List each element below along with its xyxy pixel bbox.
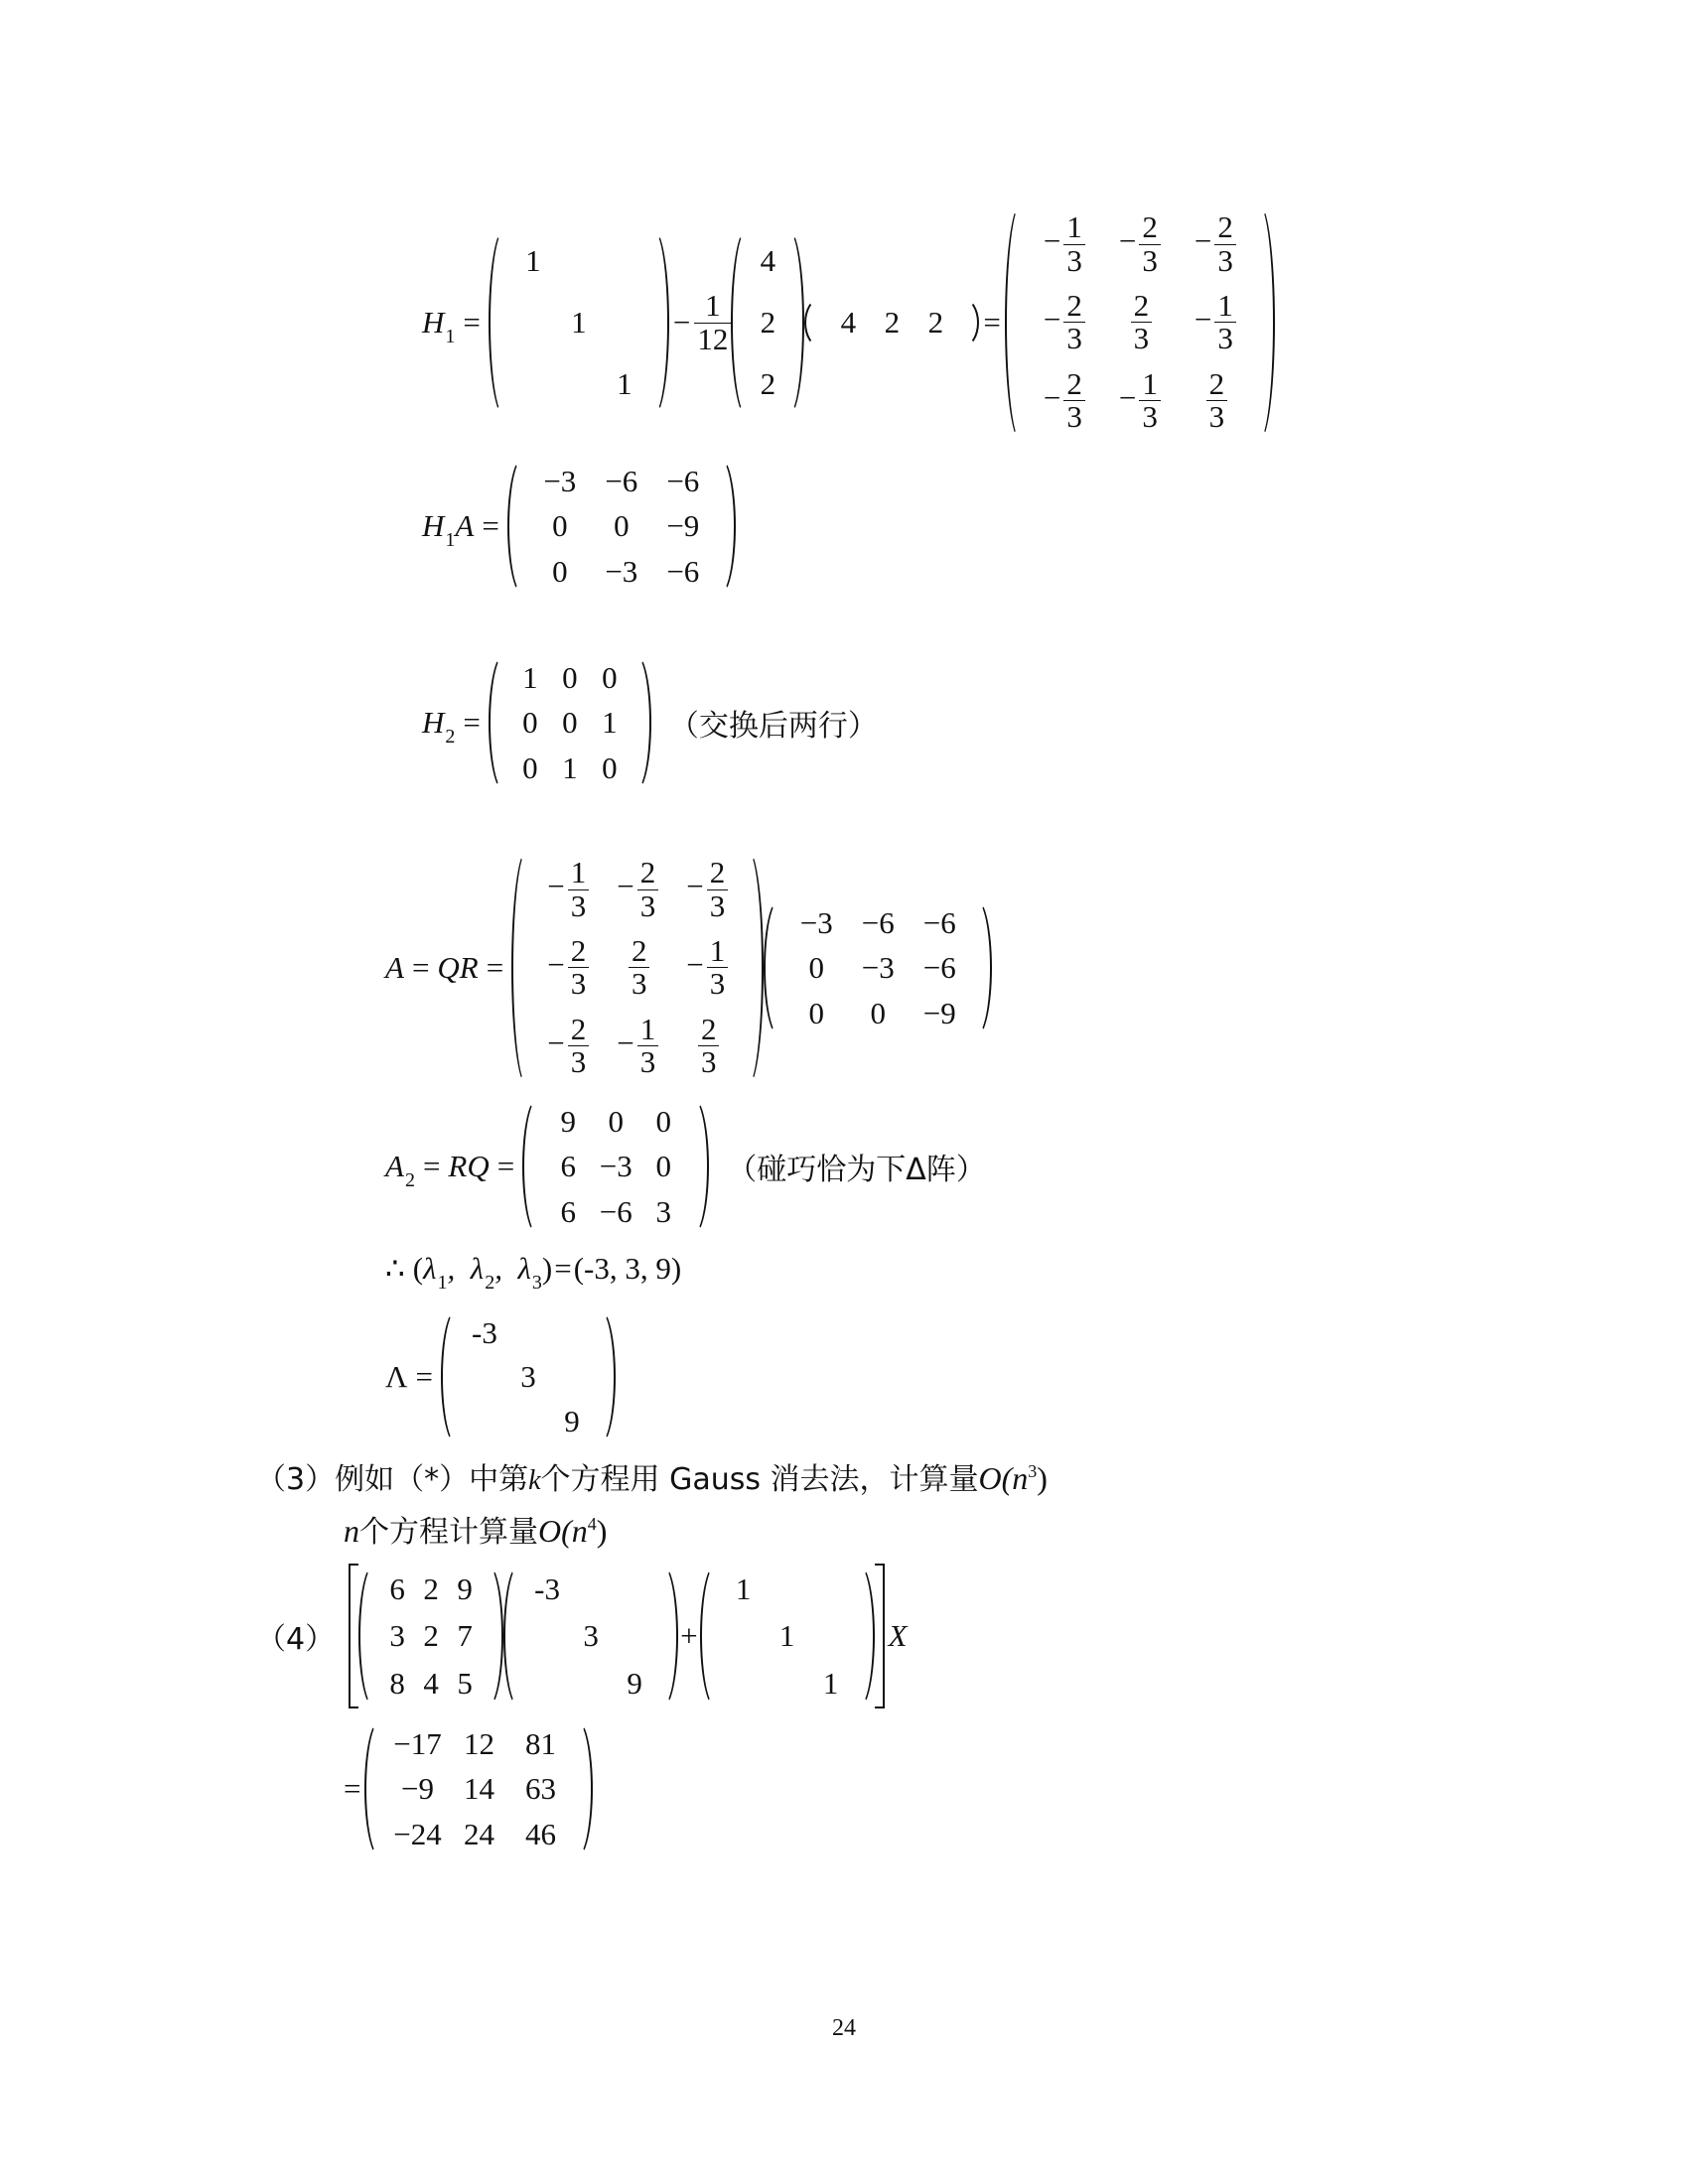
matrix-cell: $\frac{2}{3}$ (690, 1014, 724, 1079)
matrix-cell: 6 (560, 1193, 576, 1229)
matrix-cell: − $\frac{1}{3}$ (686, 935, 728, 1001)
identity-matrix (700, 1564, 875, 1708)
matrix-cell: 6 (389, 1570, 405, 1606)
matrix-cell: 0 (608, 1103, 624, 1139)
matrix-cell: − $\frac{2}{3}$ (1119, 211, 1161, 277)
matrix-cell: 0 (562, 705, 578, 741)
matrix-cell: 5 (457, 1665, 473, 1701)
matrix-cell: −3 (543, 463, 577, 498)
matrix-cell: − $\frac{1}{3}$ (1195, 290, 1236, 355)
matrix-cell: −9 (922, 995, 956, 1030)
matrix-cell: -3 (534, 1570, 560, 1606)
matrix-cell: 0 (655, 1149, 671, 1184)
page-number: 24 (832, 2015, 856, 2041)
matrix-cell: 3 (583, 1618, 599, 1654)
lambda-equation: Λ = -3 3 9 (385, 1308, 616, 1445)
matrix-cell: 46 (524, 1816, 556, 1851)
matrix-cell: 1 (735, 1570, 752, 1606)
matrix-cell: −6 (599, 1193, 633, 1229)
matrix-cell: −6 (666, 553, 700, 589)
matrix-cell: 12 (463, 1725, 494, 1761)
householder-result-matrix (1005, 204, 1275, 442)
eigenvalues: (-3, 3, 9) (573, 1251, 682, 1286)
matrix-cell: 0 (552, 553, 568, 589)
matrix-cell: 14 (463, 1771, 494, 1807)
matrix-cell: −3 (605, 553, 638, 589)
matrix-cell: 0 (655, 1103, 671, 1139)
scalar-fraction: $\frac{1}{12}$ (694, 290, 731, 355)
part4-equation: （4） 6 2 9 3 2 7 8 4 5 -3 3 9 + 1 1 1 X (256, 1564, 908, 1708)
matrix-cell: 1 (571, 305, 587, 341)
matrix-cell: −3 (861, 950, 895, 986)
matrix-cell: − $\frac{2}{3}$ (1195, 211, 1236, 277)
matrix-cell: 63 (524, 1771, 556, 1807)
matrix-cell: −3 (799, 904, 833, 940)
matrix-cell: −6 (861, 904, 895, 940)
part3-line1: （3）例如（*）中第k个方程用 Gauss 消去法，计算量$O(n^3)$ (256, 1460, 1048, 1497)
matrix-cell: 1 (525, 243, 541, 279)
matrix-cell: 8 (389, 1665, 405, 1701)
matrix-cell: 2 (760, 366, 776, 402)
diag-matrix (503, 1564, 678, 1708)
row-vector (804, 298, 979, 347)
matrix-cell: 1 (778, 1618, 795, 1654)
matrix-cell: $\frac{2}{3}$ (621, 935, 654, 1001)
matrix-cell: 0 (522, 705, 538, 741)
matrix-cell: −17 (393, 1725, 442, 1761)
a2-equation: $A_2$ = RQ = 9 0 0 6 −3 0 6 −6 3 （碰巧恰为下Δ阵） (385, 1097, 986, 1236)
matrix-cell: 3 (389, 1618, 405, 1654)
matrix-cell: − $\frac{1}{3}$ (617, 1014, 658, 1079)
matrix-cell: 2 (423, 1618, 439, 1654)
result-matrix (364, 1719, 593, 1858)
matrix-cell: 9 (564, 1403, 580, 1438)
matrix-cell: − $\frac{1}{3}$ (1044, 211, 1085, 277)
matrix-cell: 9 (457, 1570, 473, 1606)
matrix-cell: −9 (666, 508, 700, 544)
matrix-cell: 1 (822, 1665, 839, 1701)
matrix-cell: −6 (922, 950, 956, 986)
matrix-cell: 2 (927, 305, 944, 341)
matrix-cell: 1 (522, 659, 538, 695)
matrix-cell: 9 (627, 1665, 642, 1701)
matrix-cell: 7 (457, 1618, 473, 1654)
matrix-cell: − $\frac{2}{3}$ (686, 857, 728, 922)
matrix-cell: 0 (808, 950, 824, 986)
h1a-matrix (507, 457, 736, 596)
matrix-cell: 1 (562, 750, 578, 785)
matrix-cell: 1 (602, 705, 618, 741)
matrix-cell: $\frac{2}{3}$ (1123, 290, 1157, 355)
matrix-cell: 3 (520, 1359, 536, 1395)
matrix-cell: 0 (870, 995, 886, 1030)
matrix-cell: 0 (552, 508, 568, 544)
column-vector (731, 228, 804, 417)
identity-matrix (489, 228, 669, 417)
matrix-cell: 9 (560, 1103, 576, 1139)
matrix-cell: 0 (602, 750, 618, 785)
matrix-cell: − $\frac{2}{3}$ (547, 1014, 589, 1079)
matrix-cell: 0 (614, 508, 630, 544)
lambda-matrix (441, 1308, 616, 1445)
h2-note: （交换后两行） (668, 709, 878, 744)
h2-matrix (489, 653, 651, 792)
matrix-cell: 3 (655, 1193, 671, 1229)
matrix-cell: − $\frac{2}{3}$ (547, 935, 589, 1001)
matrix-cell: 0 (522, 750, 538, 785)
matrix-cell: − $\frac{1}{3}$ (547, 857, 589, 922)
matrix-cell: −6 (666, 463, 700, 498)
matrix-cell: 2 (760, 305, 776, 341)
matrix-cell: −3 (599, 1149, 633, 1184)
r-matrix (764, 898, 992, 1037)
matrix-cell: −6 (605, 463, 638, 498)
matrix-cell: 2 (884, 305, 901, 341)
matrix-cell: 4 (840, 305, 857, 341)
matrix-cell: 0 (562, 659, 578, 695)
matrix-cell: −9 (400, 1771, 434, 1807)
h2-equation: $H_2$ = 1 0 0 0 0 1 0 1 0 （交换后两行） (422, 653, 878, 792)
q-matrix (511, 849, 764, 1087)
a2-note: （碰巧恰为下Δ阵） (727, 1153, 986, 1187)
matrix-cell: -3 (472, 1314, 497, 1350)
matrix-cell: 4 (423, 1665, 439, 1701)
matrix-cell: − $\frac{2}{3}$ (1044, 368, 1085, 434)
matrix-cell: 4 (760, 243, 776, 279)
matrix-cell: 6 (560, 1149, 576, 1184)
h1-equation: $H_1$ = 1 1 1 − $\frac{1}{12}$ 4 2 2 4 2 2 = − $\frac{1}{3}$ − $\frac{2}{3}$ − $\frac{2}{3}$ − $\frac{2}{3}$ $\frac{2}{3}$ − $\frac{1}{3}$ − $\frac{2}{3}$ − $\frac{1}{3}$ $\frac{2}{3}$ (422, 204, 1275, 442)
a2-matrix (522, 1097, 709, 1236)
h1-lhs: $H_1$ (422, 305, 456, 347)
matrix-cell: $\frac{2}{3}$ (1198, 368, 1232, 434)
matrix-cell: 24 (463, 1816, 494, 1851)
part3-line2: n个方程计算量$O(n^4)$ (344, 1513, 608, 1550)
matrix-cell: − $\frac{2}{3}$ (617, 857, 658, 922)
eigenvalues-line: ∴ ( $\lambda_1$, $\lambda_2$, $\lambda_3$ ) = (-3, 3, 9) (385, 1251, 682, 1294)
matrix-a (358, 1564, 503, 1708)
matrix-cell: 0 (602, 659, 618, 695)
part4-result: = −17 12 81 −9 14 63 −24 24 46 (344, 1719, 593, 1858)
matrix-cell: 2 (423, 1570, 439, 1606)
matrix-cell: − $\frac{1}{3}$ (1119, 368, 1161, 434)
matrix-cell: 81 (524, 1725, 556, 1761)
qr-equation: A = QR = − $\frac{1}{3}$ − $\frac{2}{3}$ − $\frac{2}{3}$ − $\frac{2}{3}$ $\frac{2}{3}$ − $\frac{1}{3}$ − $\frac{2}{3}$ − $\frac{1}{3}$ $\frac{2}{3}$ −3 −6 −6 0 −3 −6 0 0 −9 (385, 849, 992, 1087)
matrix-cell: 1 (617, 366, 633, 402)
matrix-cell: −24 (393, 1816, 442, 1851)
matrix-cell: 0 (808, 995, 824, 1030)
matrix-cell: −6 (922, 904, 956, 940)
matrix-cell: − $\frac{2}{3}$ (1044, 290, 1085, 355)
h1a-equation: $H_1A$ = −3 −6 −6 0 0 −9 0 −3 −6 (422, 457, 736, 596)
